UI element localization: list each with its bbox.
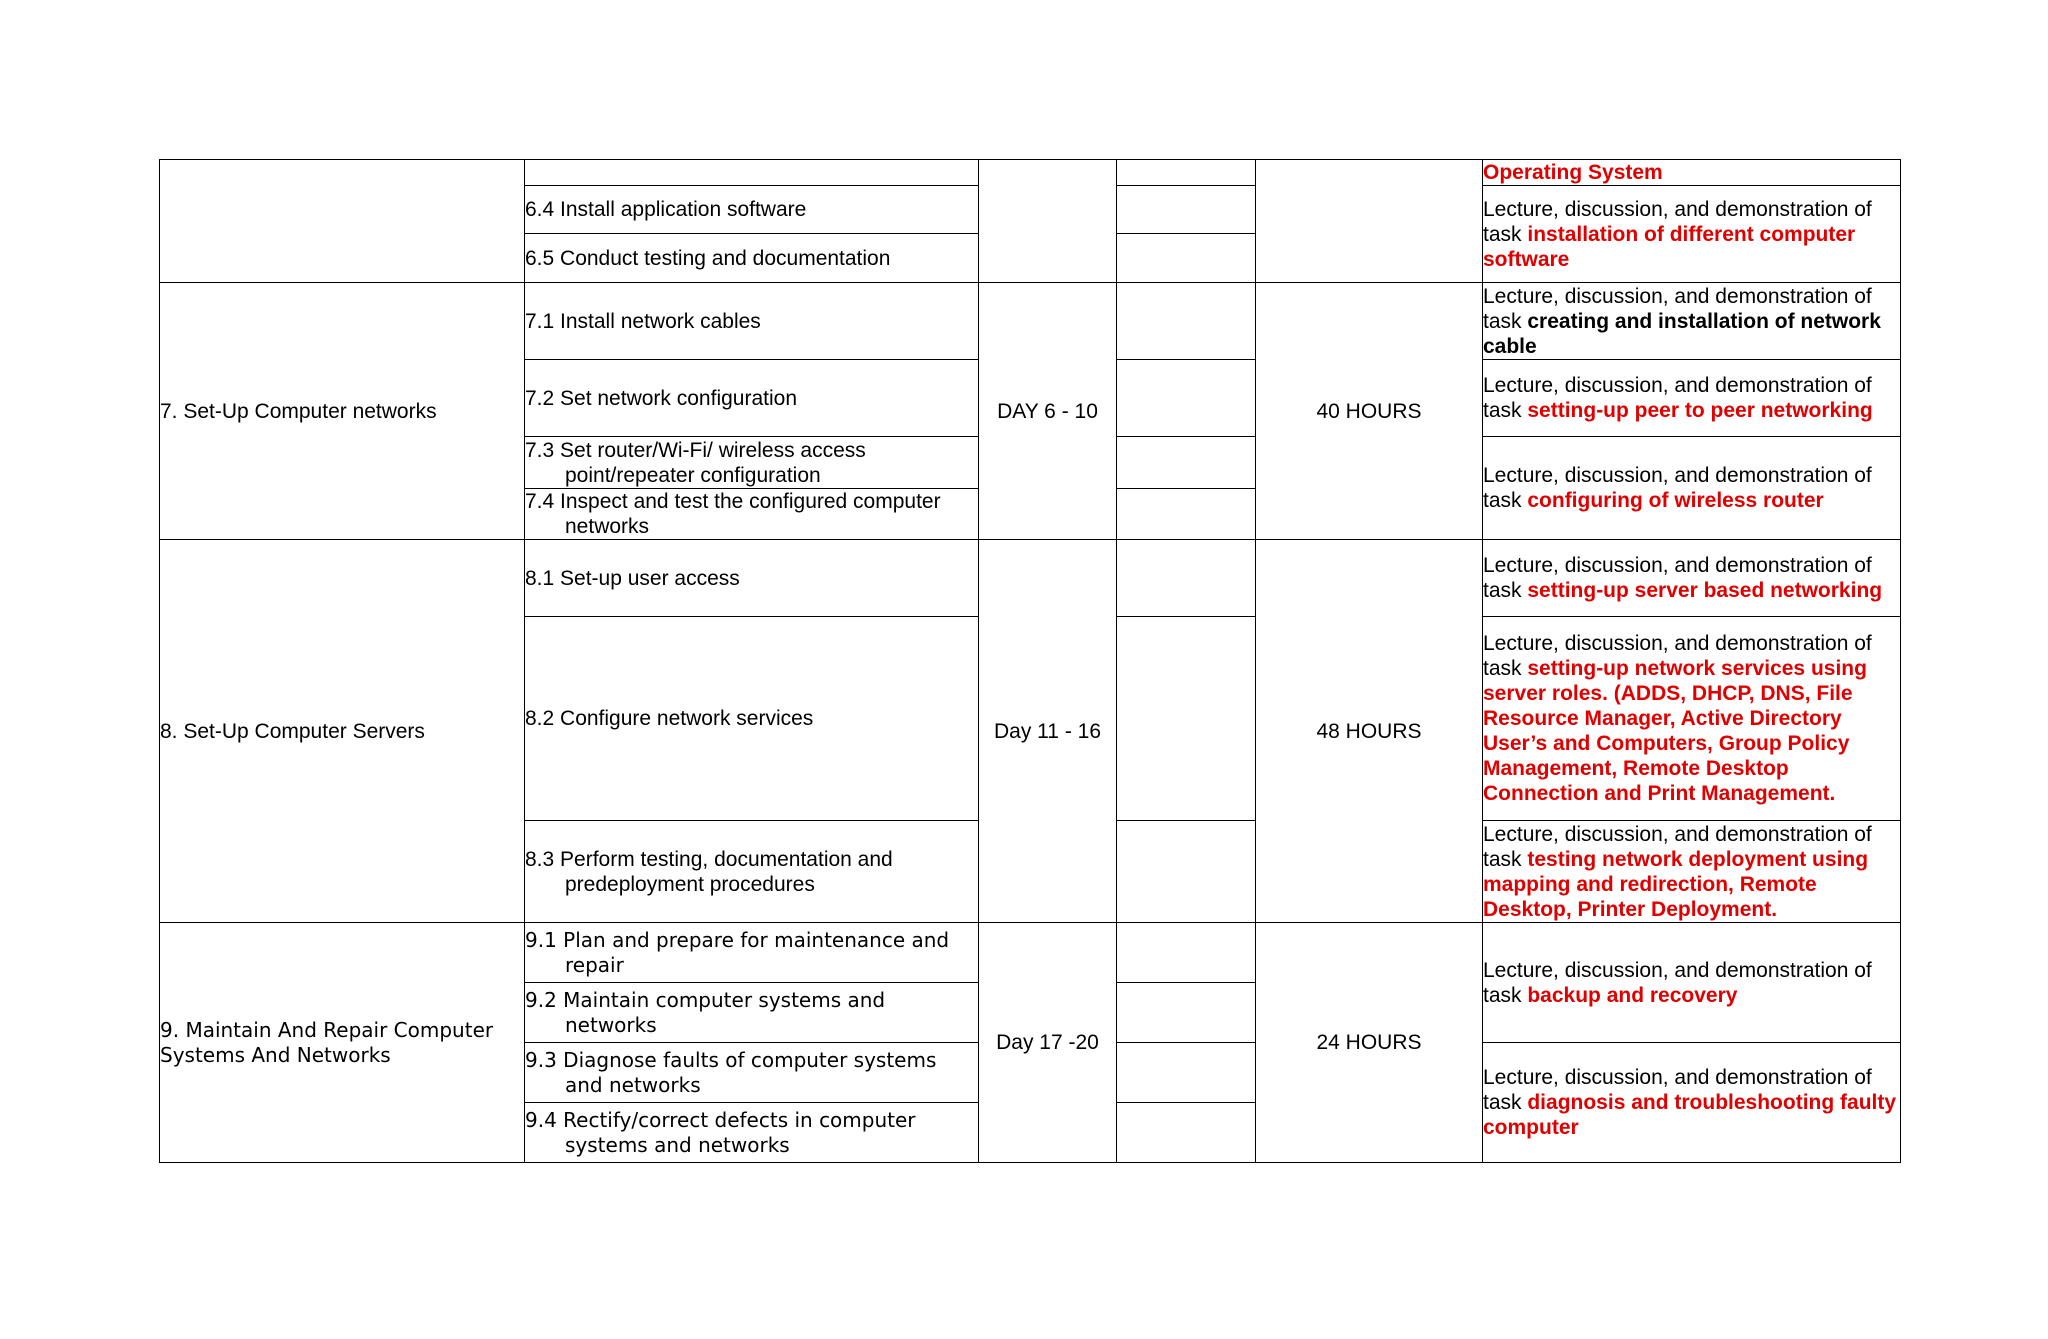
- blank-cell: [1117, 160, 1256, 186]
- method-task: configuring of wireless router: [1527, 489, 1824, 512]
- method-prefix: Lecture, discussion, and demonstration of task: [1483, 822, 1872, 871]
- method-8-1: [1483, 540, 1901, 617]
- hours-9: 24 HOURS: [1256, 923, 1483, 1163]
- method-prefix: Lecture, discussion, and demonstration of task: [1483, 374, 1872, 422]
- blank-cell: [1117, 437, 1256, 489]
- competency-9: 9. Maintain And Repair Computer Systems And Networks: [160, 923, 525, 1163]
- lo-7-4: [525, 489, 979, 540]
- blank-cell: [1117, 821, 1256, 923]
- table-row: [160, 160, 1901, 186]
- lo-9-4: [525, 1103, 979, 1163]
- days-9: Day 17 -20: [979, 923, 1117, 1163]
- method-7-3: [1483, 437, 1901, 540]
- method-prefix: Lecture, discussion, and demonstration of task: [1483, 632, 1872, 680]
- lo-8-3: [525, 821, 979, 923]
- blank-cell: [1117, 1103, 1256, 1163]
- blank-cell: [1117, 234, 1256, 283]
- lo-7-1: 7.1 Install network cables: [525, 283, 979, 360]
- days-8: Day 11 - 16: [979, 540, 1117, 923]
- method-prefix: Lecture, discussion, and demonstration of task: [1483, 464, 1872, 512]
- method-7-2: [1483, 360, 1901, 437]
- method-cell-os: [1483, 160, 1901, 186]
- blank-cell: [1117, 540, 1256, 617]
- method-task: installation of different computer software: [1483, 222, 1856, 271]
- hours-7: 40 HOURS: [1256, 283, 1483, 540]
- hours-cell: [1256, 160, 1483, 283]
- blank-cell: [1117, 1043, 1256, 1103]
- blank-cell: [1117, 186, 1256, 234]
- method-prefix: Lecture, discussion, and demonstration of task: [1483, 1066, 1872, 1114]
- method-8-2: [1483, 617, 1901, 821]
- lo-text: 9.3 Diagnose faults of computer systems and networks: [525, 1047, 937, 1097]
- blank-cell: [1117, 923, 1256, 983]
- method-prefix: Lecture, discussion, and demonstration of task: [1483, 197, 1872, 246]
- table-row: [160, 283, 1901, 360]
- hours-8: 48 HOURS: [1256, 540, 1483, 923]
- competency-8: 8. Set-Up Computer Servers: [160, 540, 525, 923]
- method-prefix: Lecture, discussion, and demonstration of task: [1483, 554, 1872, 602]
- lo-6-5: 6.5 Conduct testing and documentation: [525, 234, 979, 283]
- method-task: setting-up peer to peer networking: [1527, 399, 1873, 422]
- lo-6-4: 6.4 Install application software: [525, 186, 979, 234]
- method-task: testing network deployment using mapping and redirection, Remote Desktop, Printer Deployment.: [1483, 847, 1869, 921]
- lo-text: 7.4 Inspect and test the configured computer networks: [525, 490, 941, 538]
- method-9-3: [1483, 1043, 1901, 1163]
- method-task: backup and recovery: [1527, 983, 1738, 1007]
- blank-cell: [1117, 489, 1256, 540]
- lo-9-1: [525, 923, 979, 983]
- lo-7-2: 7.2 Set network configuration: [525, 360, 979, 437]
- method-8-3: [1483, 821, 1901, 923]
- competency-7: 7. Set-Up Computer networks: [160, 283, 525, 540]
- lo-7-3: [525, 437, 979, 489]
- competency-cell: [160, 160, 525, 283]
- days-7: DAY 6 - 10: [979, 283, 1117, 540]
- method-prefix: Lecture, discussion, and demonstration of task: [1483, 958, 1872, 1007]
- lo-9-3: [525, 1043, 979, 1103]
- method-prefix: Lecture, discussion, and demonstration of task: [1483, 284, 1872, 333]
- method-task: setting-up network services using server roles. (ADDS, DHCP, DNS, File Resource Manager, Active Directory User’s and Computers, Group Policy Management, Remote Desktop Connection and Print Management.: [1483, 657, 1867, 805]
- blank-cell: [1117, 360, 1256, 437]
- method-task: creating and installation of network cable: [1483, 309, 1881, 358]
- lo-text: 8.3 Perform testing, documentation and predeployment procedures: [525, 847, 893, 896]
- lo-9-2: [525, 983, 979, 1043]
- lo-text: 9.2 Maintain computer systems and networks: [525, 987, 886, 1037]
- blank-cell: [1117, 983, 1256, 1043]
- lo-text: 7.3 Set router/Wi-Fi/ wireless access point/repeater configuration: [525, 438, 866, 487]
- method-task: Operating System: [1483, 161, 1663, 184]
- method-7-1: [1483, 283, 1901, 360]
- method-task: setting-up server based networking: [1527, 579, 1883, 602]
- lo-text: 9.4 Rectify/correct defects in computer systems and networks: [525, 1107, 916, 1157]
- lo-cell-blank: [525, 160, 979, 186]
- method-task: diagnosis and troubleshooting faulty computer: [1483, 1091, 1897, 1139]
- blank-cell: [1117, 283, 1256, 360]
- table-row: [160, 540, 1901, 617]
- table-row: [160, 923, 1901, 983]
- blank-cell: [1117, 617, 1256, 821]
- lo-text: 9.1 Plan and prepare for maintenance and repair: [525, 927, 950, 977]
- method-9-1: [1483, 923, 1901, 1043]
- lo-8-1: 8.1 Set-up user access: [525, 540, 979, 617]
- days-cell: [979, 160, 1117, 283]
- method-cell-6-4: [1483, 186, 1901, 283]
- lo-8-2: 8.2 Configure network services: [525, 617, 979, 821]
- training-plan-table: [159, 159, 1901, 1163]
